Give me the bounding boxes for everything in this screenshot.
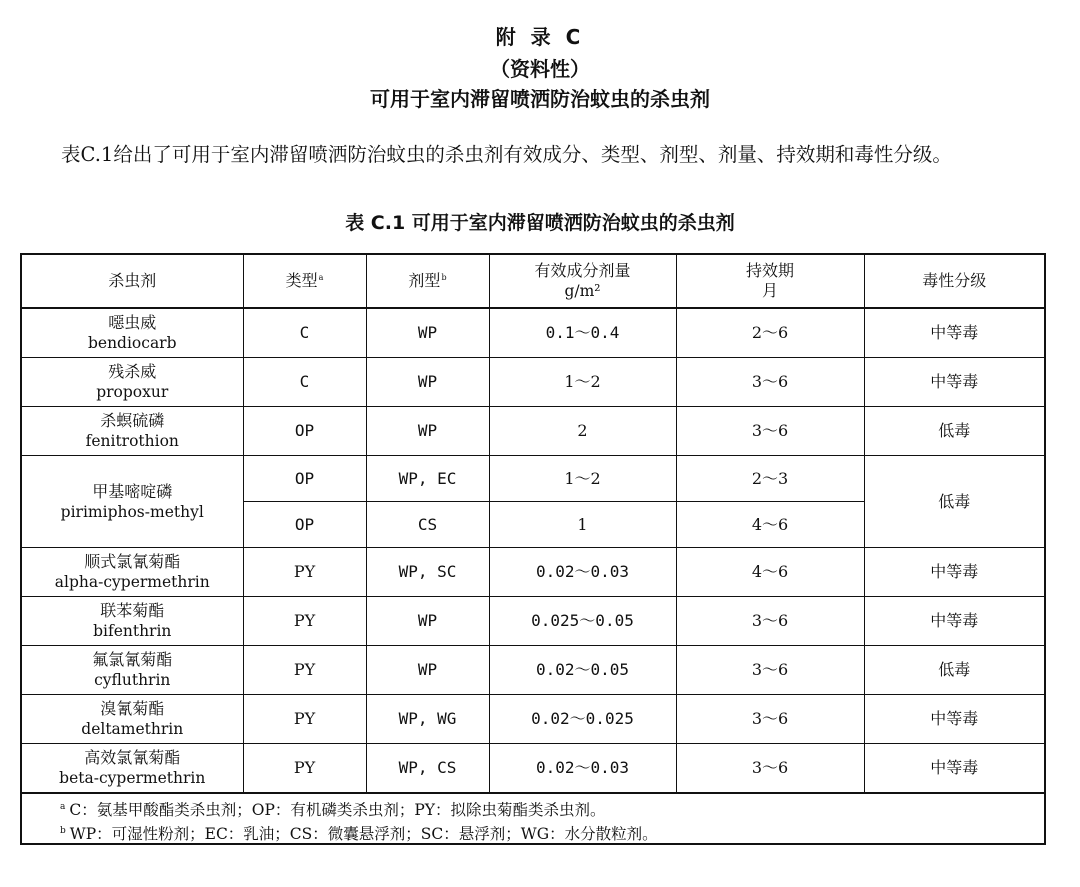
cell-type: C [243,308,366,358]
cell-formulation: WP [366,308,489,358]
cell-duration: 2～6 [676,308,864,358]
appendix-title: 可用于室内滞留喷洒防治蚊虫的杀虫剂 [370,87,710,111]
cell-dose: 0.02～0.03 [489,744,676,793]
cell-toxicity: 中等毒 [864,308,1044,358]
cell-formulation: CS [366,502,489,548]
cell-formulation: WP [366,407,489,456]
cell-dose: 0.025～0.05 [489,597,676,646]
cell-duration: 3～6 [676,744,864,793]
table-row [22,548,1044,597]
footnote-a-mark: a [60,801,66,812]
cell-insecticide: 残杀威 propoxur [22,358,243,407]
table-row [22,695,1044,744]
cell-type: PY [243,744,366,793]
table-row [22,308,1044,358]
footnote-a-text: C：氨基甲酸酯类杀虫剂；OP：有机磷类杀虫剂；PY：拟除虫菊酯类杀虫剂。 [69,801,606,819]
table-row [22,744,1044,793]
cell-duration: 3～6 [676,407,864,456]
cell-dose: 1 [489,502,676,548]
header-toxicity: 毒性分级 [864,255,1044,308]
footnote-b-text: WP：可湿性粉剂；EC：乳油；CS：微囊悬浮剂；SC：悬浮剂；WG：水分散粒剂。 [69,825,658,843]
table-footnotes [22,793,1044,846]
cell-toxicity: 低毒 [864,646,1044,695]
header-formulation: 剂型$^b$ [366,255,489,308]
cell-toxicity: 低毒 [864,456,1044,548]
insecticide-table-grid [22,255,1044,793]
table-row [22,597,1044,646]
cell-dose: 1～2 [489,358,676,407]
appendix-heading: 附 录 C [495,25,585,49]
footnote-b-mark: b [60,825,66,836]
cell-formulation: WP, EC [366,456,489,502]
table-row [22,407,1044,456]
appendix-note: （资料性） [490,57,590,81]
cell-dose: 2 [489,407,676,456]
cell-type: C [243,358,366,407]
insecticide-table [20,253,1046,845]
cell-duration: 3～6 [676,646,864,695]
cell-dose: 1～2 [489,456,676,502]
cell-formulation: WP [366,597,489,646]
header-type: 类型$^a$ [243,255,366,308]
intro-paragraph: 表C.1给出了可用于室内滞留喷洒防治蚊虫的杀虫剂有效成分、类型、剂型、剂量、持效期和毒性分级。 [61,143,952,166]
cell-dose: 0.1～0.4 [489,308,676,358]
cell-dose: 0.02～0.03 [489,548,676,597]
footnote-a [60,798,1044,822]
cell-duration: 4～6 [676,548,864,597]
cell-insecticide: 联苯菊酯 bifenthrin [22,597,243,646]
table-caption: 表 C.1 可用于室内滞留喷洒防治蚊虫的杀虫剂 [345,212,735,234]
table-row [22,456,1044,502]
cell-dose: 0.02～0.05 [489,646,676,695]
cell-toxicity: 中等毒 [864,695,1044,744]
cell-insecticide: 杀螟硫磷 fenitrothion [22,407,243,456]
cell-toxicity: 中等毒 [864,744,1044,793]
cell-type: OP [243,456,366,502]
cell-insecticide: 顺式氯氰菊酯 alpha-cypermethrin [22,548,243,597]
cell-type: OP [243,502,366,548]
cell-duration: 2～3 [676,456,864,502]
cell-toxicity: 中等毒 [864,597,1044,646]
cell-insecticide: 高效氯氰菊酯 beta-cypermethrin [22,744,243,793]
header-insecticide: 杀虫剂 [22,255,243,308]
cell-insecticide: 甲基嘧啶磷 pirimiphos-methyl [22,456,243,548]
cell-formulation: WP [366,646,489,695]
cell-toxicity: 中等毒 [864,358,1044,407]
footnote-mark-a: a [318,272,324,282]
cell-formulation: WP [366,358,489,407]
cell-insecticide: 溴氰菊酯 deltamethrin [22,695,243,744]
cell-duration: 3～6 [676,597,864,646]
cell-type: PY [243,646,366,695]
cell-formulation: WP, CS [366,744,489,793]
footnote-mark-b: b [441,272,447,282]
footnote-b [60,822,1044,846]
cell-toxicity: 中等毒 [864,548,1044,597]
cell-duration: 3～6 [676,695,864,744]
cell-type: PY [243,548,366,597]
table-row [22,646,1044,695]
cell-duration: 3～6 [676,358,864,407]
cell-type: OP [243,407,366,456]
cell-duration: 4～6 [676,502,864,548]
cell-insecticide: 噁虫威 bendiocarb [22,308,243,358]
header-dose: 有效成分剂量 g/m² [489,255,676,308]
cell-toxicity: 低毒 [864,407,1044,456]
cell-formulation: WP, WG [366,695,489,744]
cell-type: PY [243,597,366,646]
table-header-row [22,255,1044,308]
cell-formulation: WP, SC [366,548,489,597]
cell-dose: 0.02～0.025 [489,695,676,744]
cell-insecticide: 氟氯氰菊酯 cyfluthrin [22,646,243,695]
cell-type: PY [243,695,366,744]
header-duration: 持效期 月 [676,255,864,308]
table-row [22,358,1044,407]
